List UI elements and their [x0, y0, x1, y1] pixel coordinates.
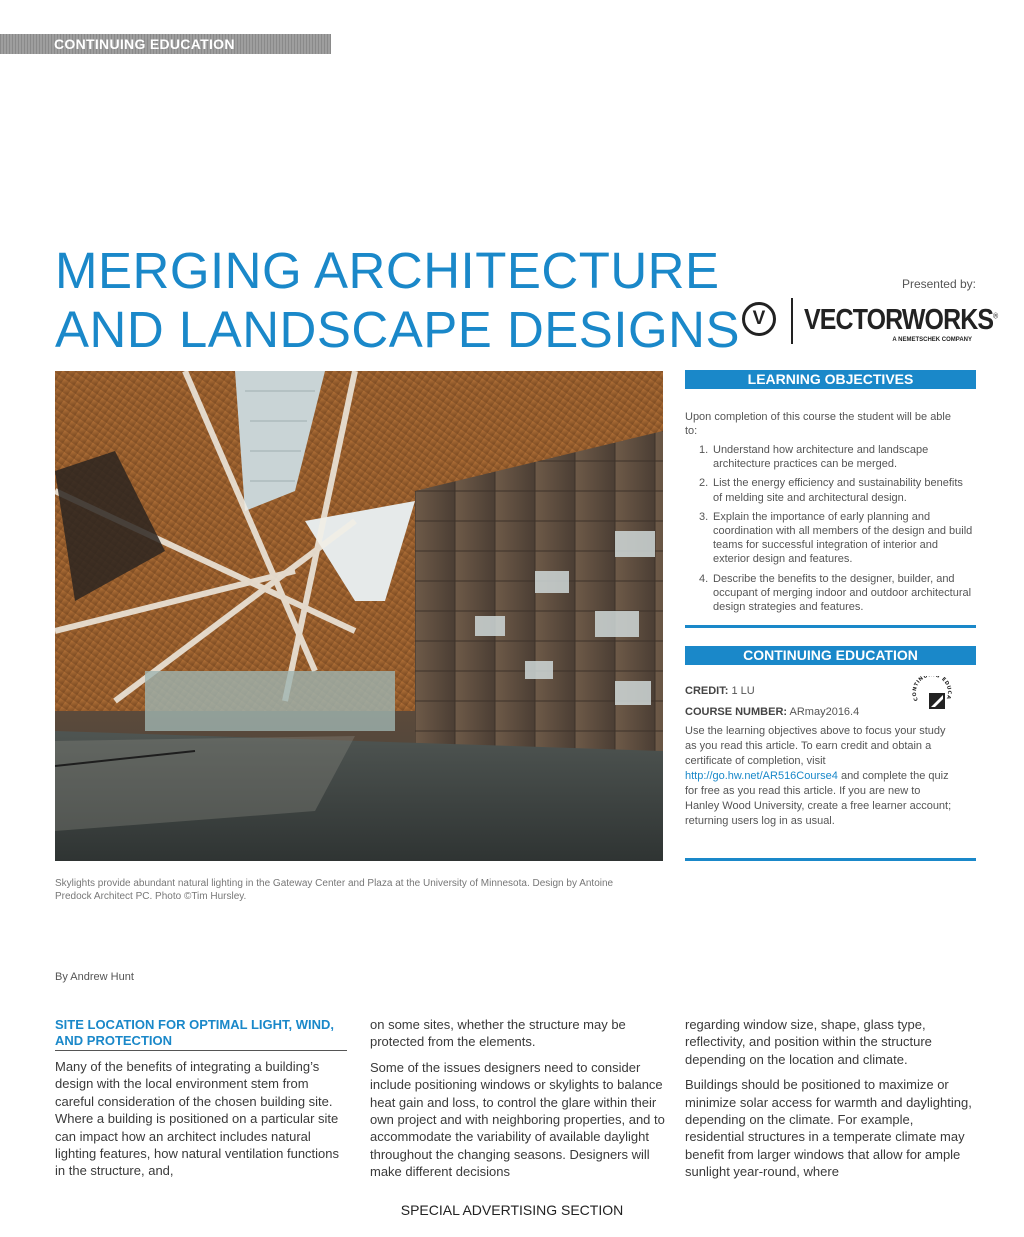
- list-item-number: 3.: [699, 510, 709, 523]
- instructions-text-1: Use the learning objectives above to focus your study as you read this article. To earn credit and obtain a certificate of completion, visit: [685, 725, 946, 767]
- list-item: [685, 443, 975, 471]
- list-item-number: 1.: [699, 444, 709, 456]
- paragraph: Many of the benefits of integrating a building’s design with the local environment stem from careful consideration of the chosen building site. Where a building is positioned on a particular site can impact how an architect includes natural lighting features, how natural ventilation functions in the structure, and,: [55, 1059, 340, 1179]
- footer-label: SPECIAL ADVERTISING SECTION: [400, 1202, 624, 1218]
- list-item-number: 2.: [699, 477, 709, 490]
- divider: [685, 858, 976, 861]
- paragraph: on some sites, whether the structure may be protected from the elements.: [370, 1017, 626, 1050]
- list-item: [685, 476, 975, 504]
- article-column-3: [685, 1016, 975, 1189]
- list-item-text: List the energy efficiency and sustainability benefits of melding site and architectural design.: [713, 477, 963, 504]
- continuing-education-instructions: [685, 724, 955, 829]
- presented-by-label: Presented by:: [901, 277, 976, 291]
- list-item-text: Describe the benefits to the designer, builder, and occupant of merging indoor and outdoor architectural design strategies and features.: [713, 572, 972, 614]
- list-item-text: Explain the importance of early planning and coordination with all members of the design and build teams for successful integration of interior and exterior design and features.: [713, 510, 973, 566]
- section-heading: SITE LOCATION FOR OPTIMAL LIGHT, WIND, AND PROTECTION: [55, 1017, 335, 1048]
- course-number-value: ARmay2016.4: [789, 706, 860, 718]
- instructions-text-2: and complete the quiz for free as you read this article. If you are new to Hanley Wood University, create a free learner account; returning users log in as usual.: [685, 770, 952, 827]
- vectorworks-logo-name: [804, 304, 997, 337]
- list-item: [685, 510, 975, 567]
- course-number-line: [685, 706, 859, 718]
- learning-objectives-list: [685, 443, 975, 619]
- registered-mark: ®: [993, 311, 998, 321]
- paragraph: Buildings should be positioned to maximize or minimize solar access for warmth and daylighting, depending on the climate. For example, residential structures in a temperate climate may benefit from larger windows that allow for ample sunlight year-round, where: [685, 1077, 972, 1180]
- continuing-education-badge-icon: [912, 676, 952, 716]
- list-item-number: 4.: [699, 572, 709, 585]
- vectorworks-logo-subtitle: A NEMETSCHEK COMPANY: [892, 337, 972, 343]
- divider: [685, 625, 976, 628]
- article-column-1: [55, 1058, 350, 1188]
- course-link[interactable]: http://go.hw.net/AR516Course4: [685, 770, 838, 782]
- article-title-line-2: AND LANDSCAPE DESIGNS: [55, 301, 741, 358]
- learning-objectives-heading: LEARNING OBJECTIVES: [685, 370, 976, 389]
- atrium-photo: [55, 371, 663, 861]
- badge-text: CONTINU G EDUCA: [912, 676, 952, 702]
- byline: By Andrew Hunt: [55, 971, 134, 983]
- continuing-education-heading: CONTINUING EDUCATION: [685, 646, 976, 665]
- section-tab-label: CONTINUING EDUCATION: [54, 36, 235, 52]
- paragraph: Some of the issues designers need to consider include positioning windows or skylights to balance heat gain and loss, to control the glare within their own project and with neighboring properties, and to accommodate the variability of available daylight throughout the changing seasons. Designers will make different decisions: [370, 1059, 665, 1180]
- section-heading-rule: [55, 1050, 347, 1051]
- list-item: [685, 572, 975, 615]
- learning-objectives-intro: Upon completion of this course the student will be able to:: [685, 411, 951, 437]
- article-title-line-1: MERGING ARCHITECTURE: [55, 242, 720, 299]
- credit-line: [685, 685, 755, 697]
- credit-label: CREDIT:: [685, 685, 729, 697]
- atrium-photo-illustration: [55, 371, 663, 861]
- paragraph: regarding window size, shape, glass type, reflectivity, and position within the structure depending on the location and climate.: [685, 1017, 932, 1067]
- vectorworks-logo-icon: [742, 302, 776, 336]
- article-column-2: [370, 1016, 665, 1189]
- logo-divider: [791, 298, 793, 344]
- logo-mark: V: [752, 308, 766, 329]
- photo-caption: Skylights provide abundant natural lighting in the Gateway Center and Plaza at the University of Minnesota. Design by Antoine Predock Architect PC. Photo ©Tim Hursley.: [55, 878, 614, 902]
- logo-name-text: VECTORWORKS: [804, 304, 994, 336]
- section-tab: [0, 34, 331, 54]
- course-number-label: COURSE NUMBER:: [685, 706, 788, 718]
- list-item-text: Understand how architecture and landscape architecture practices can be merged.: [713, 444, 929, 471]
- credit-value: 1 LU: [731, 685, 755, 697]
